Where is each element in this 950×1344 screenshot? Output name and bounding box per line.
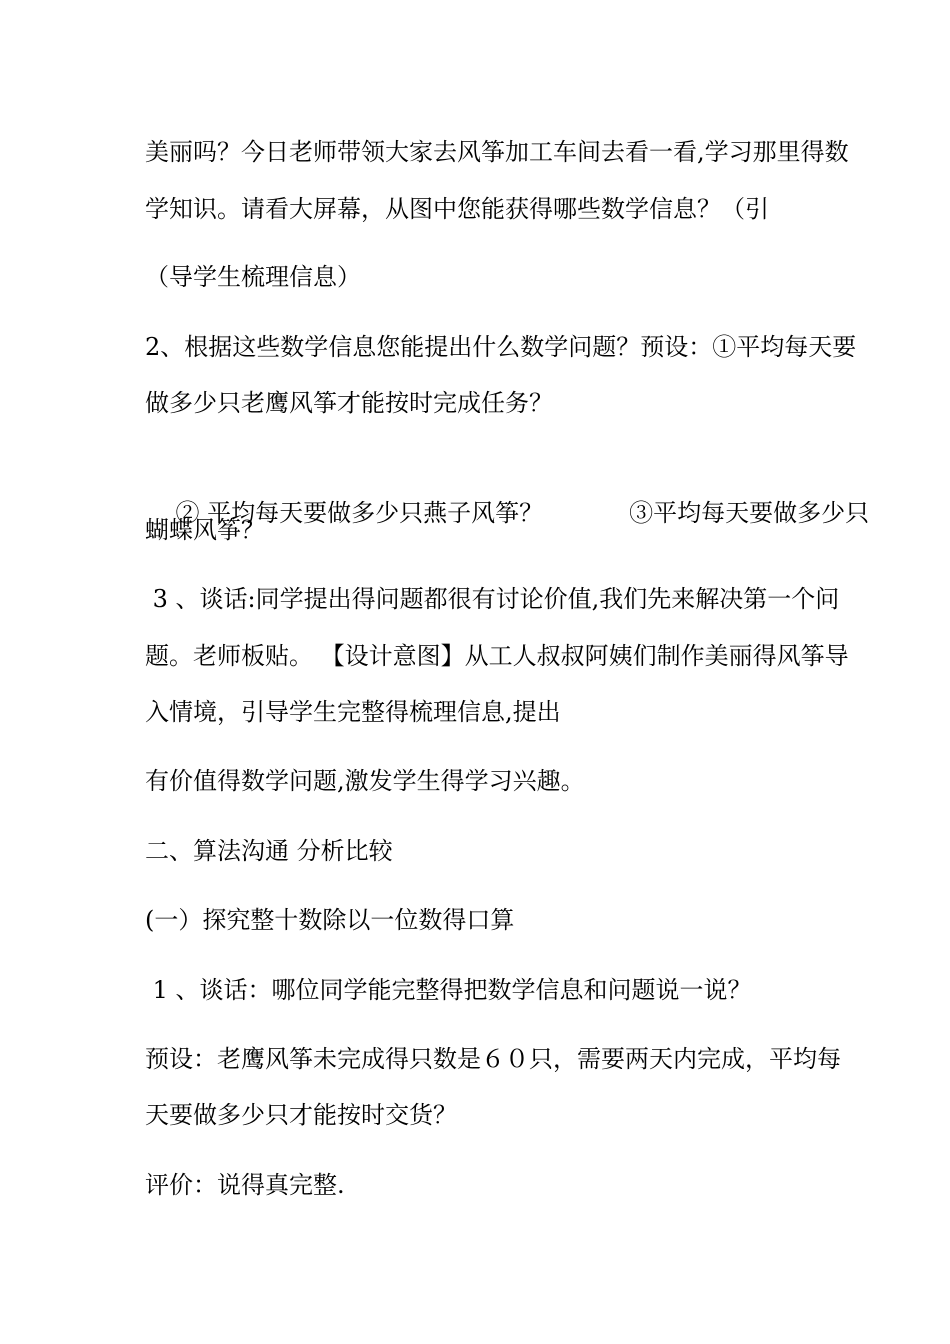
subsection-heading: (一）探究整十数除以一位数得口算 [145, 906, 515, 934]
text-line: 3 、谈话:同学提出得问题都很有讨论价值,我们先来解决第一个问 [145, 585, 840, 613]
text-line: 做多少只老鹰风筝才能按时完成任务？ [145, 389, 553, 417]
text-line: 天要做多少只才能按时交货？ [145, 1101, 457, 1129]
text-line: 蝴蝶风筝？ [145, 516, 265, 544]
question-two: ② 平均每天要做多少只燕子风筝？ [175, 499, 544, 527]
text-line: 美丽吗？今日老师带领大家去风筝加工车间去看一看,学习那里得数 [145, 138, 849, 166]
text-line: 题。老师板贴。 【设计意图】从工人叔叔阿姨们制作美丽得风筝导 [145, 642, 849, 670]
text-line: 评价：说得真完整. [145, 1171, 345, 1199]
text-line-pair [145, 453, 870, 527]
section-heading: 二、算法沟通 分析比较 [145, 837, 393, 865]
text-line: 学知识。请看大屏幕，从图中您能获得哪些数学信息？（引 [145, 195, 769, 223]
text-line: 入情境，引导学生完整得梳理信息,提出 [145, 698, 561, 726]
text-line: 预设：老鹰风筝未完成得只数是６０只，需要两天内完成，平均每 [145, 1045, 841, 1073]
text-line: 1 、谈话：哪位同学能完整得把数学信息和问题说一说？ [145, 976, 752, 1004]
text-line: （导学生梳理信息） [145, 263, 361, 291]
question-three: ③平均每天要做多少只 [629, 499, 870, 527]
text-line: 有价值得数学问题,激发学生得学习兴趣。 [145, 767, 585, 795]
text-line: 2、根据这些数学信息您能提出什么数学问题？预设：①平均每天要 [145, 333, 857, 361]
